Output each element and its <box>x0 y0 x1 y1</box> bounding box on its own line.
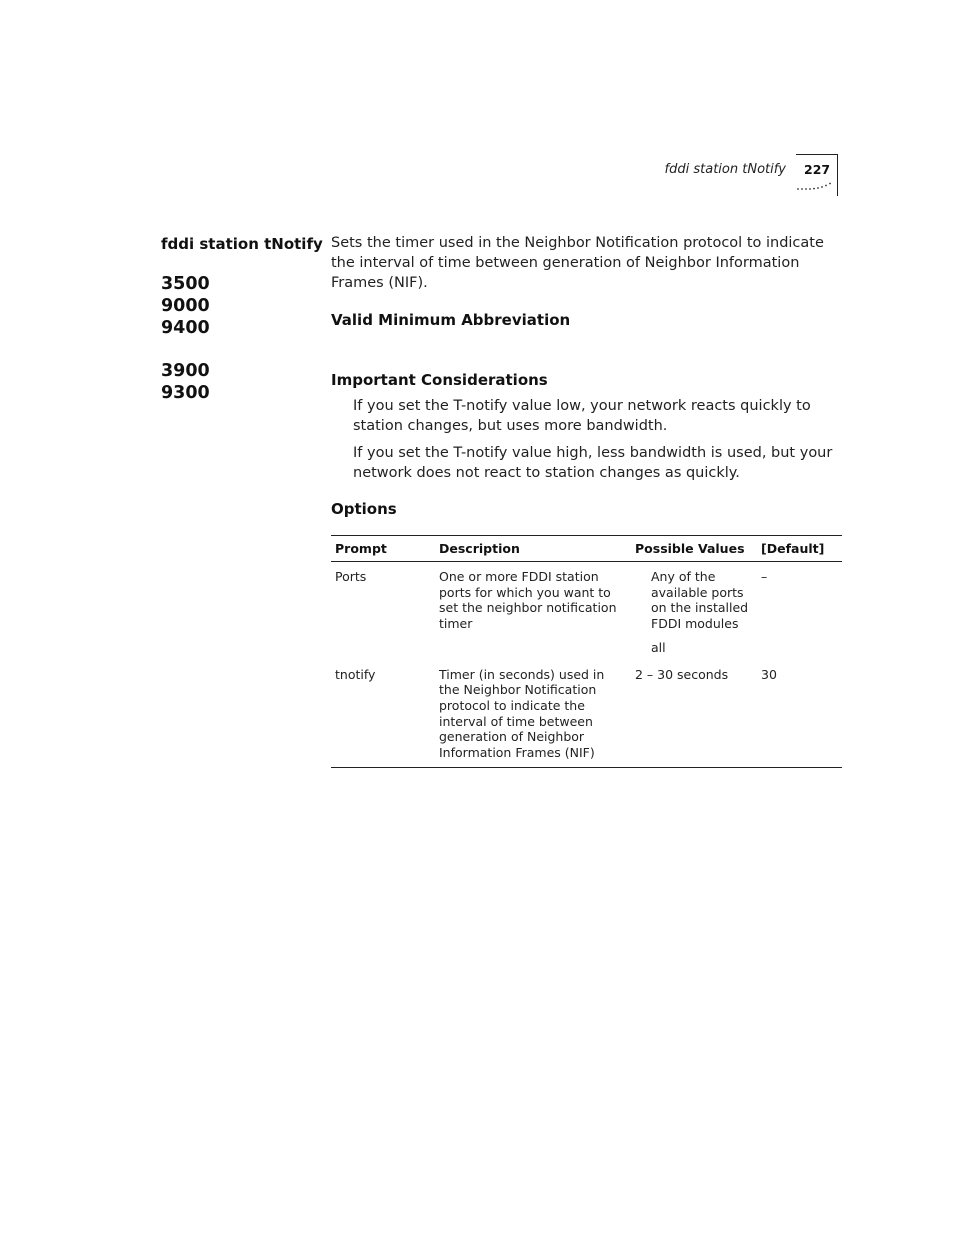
table-row <box>331 660 842 768</box>
options-table <box>331 535 842 768</box>
table-header-row <box>331 536 842 562</box>
command-description: Sets the timer used in the Neighbor Notification protocol to indicate the interval of time between generation of Neighbor Information Frames (NIF). <box>331 235 824 291</box>
platform-number: 9400 <box>161 318 210 338</box>
platform-number: 9000 <box>161 296 210 316</box>
options-heading: Options <box>331 500 397 518</box>
running-header-title: fddi station tNotify <box>664 162 786 177</box>
options-table-wrapper <box>331 535 842 768</box>
header-dots-ornament <box>796 180 836 192</box>
platform-group <box>161 273 210 339</box>
cell-possible-values <box>631 562 757 660</box>
column-header-description: Description <box>435 536 631 562</box>
consideration-paragraph: If you set the T-notify value low, your network reacts quickly to station changes, but uses more bandwidth. <box>353 398 811 434</box>
column-header-possible-values: Possible Values <box>631 536 757 562</box>
cell-description: Timer (in seconds) used in the Neighbor Notification protocol to indicate the interval of time between generation of Neighbor Information Frames (NIF) <box>435 660 631 768</box>
cell-default: 30 <box>757 660 842 768</box>
cell-prompt: Ports <box>335 569 367 584</box>
important-considerations-heading: Important Considerations <box>331 371 548 389</box>
possible-value: Any of the available ports on the installed FDDI modules <box>651 569 749 632</box>
platform-group <box>161 360 210 404</box>
column-header-default: [Default] <box>757 536 842 562</box>
considerations-list <box>353 397 843 491</box>
cell-default: – <box>761 569 768 584</box>
cell-prompt: tnotify <box>331 660 435 768</box>
platform-number: 3500 <box>161 274 210 294</box>
page-number: 227 <box>804 162 831 177</box>
valid-minimum-abbreviation-heading: Valid Minimum Abbreviation <box>331 311 571 329</box>
consideration-paragraph: If you set the T-notify value high, less bandwidth is used, but your network does not react to station changes as quickly. <box>353 445 833 481</box>
cell-possible-values <box>631 660 757 768</box>
possible-value: 2 – 30 seconds <box>635 666 729 682</box>
platform-number: 3900 <box>161 361 210 381</box>
column-header-prompt: Prompt <box>331 536 435 562</box>
table-row <box>331 562 842 660</box>
possible-value: all <box>651 639 666 655</box>
command-title: fddi station tNotify <box>161 235 323 253</box>
cell-description: One or more FDDI station ports for which you want to set the neighbor notification timer <box>439 569 617 632</box>
main-content <box>331 233 843 761</box>
platform-list <box>161 273 210 425</box>
platform-number: 9300 <box>161 383 210 403</box>
